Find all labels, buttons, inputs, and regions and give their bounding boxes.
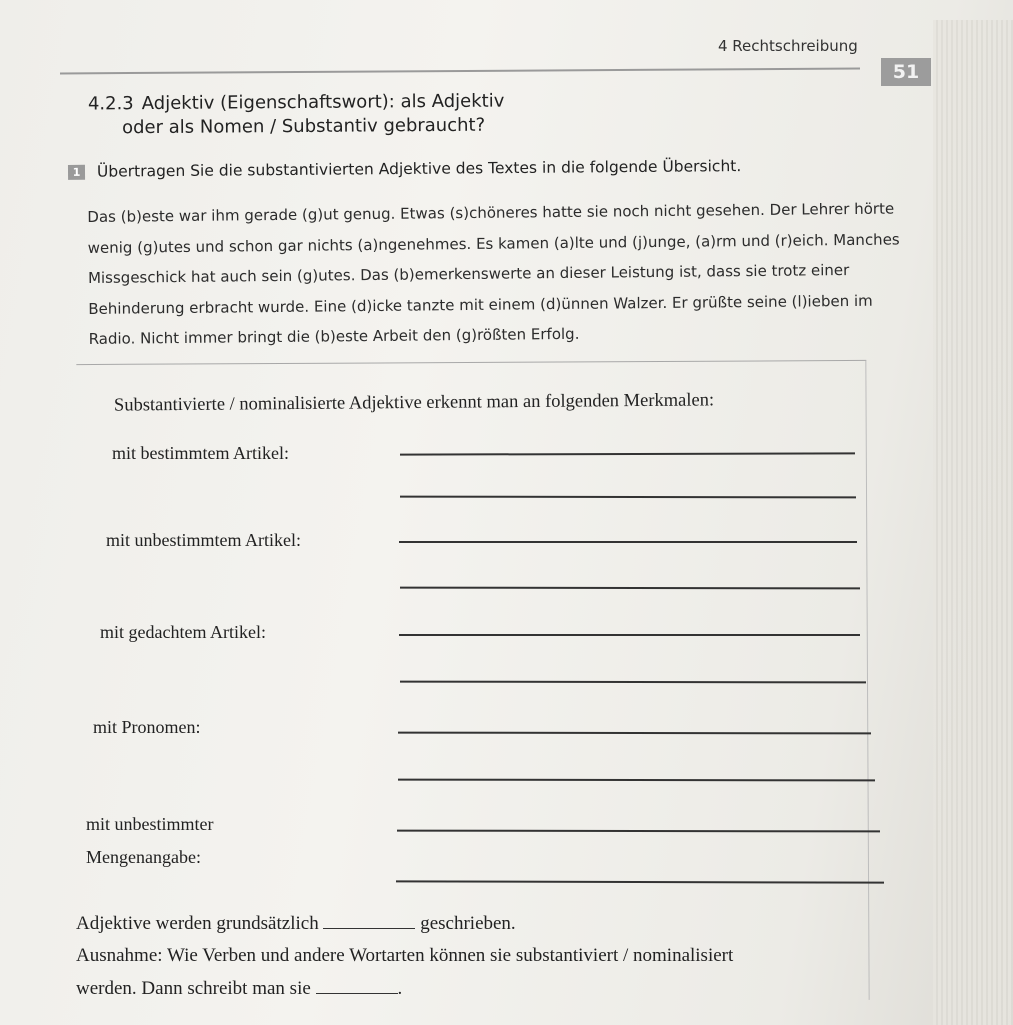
page-number: 51 <box>881 58 931 86</box>
answer-line[interactable] <box>399 541 857 543</box>
section-title-line2: oder als Nomen / Substantiv gebraucht? <box>122 114 486 139</box>
task-number-badge: 1 <box>68 165 85 180</box>
rule-text-before-blank: Adjektive werden grundsätzlich <box>76 913 319 934</box>
rule-sentence-1 <box>76 913 516 935</box>
label-pronomen: mit Pronomen: <box>93 717 201 737</box>
label-mengenangabe-line2: Mengenangabe: <box>86 847 201 867</box>
rule-text-before-blank: werden. Dann schreibt man sie <box>76 978 311 999</box>
label-gedachter-artikel: mit gedachtem Artikel: <box>100 622 266 642</box>
text-line: Das (b)este war ihm gerade (g)ut genug. Etwas (s)chöneres hatte sie noch nicht gesehen. Der Lehrer hörte <box>87 199 895 226</box>
rule-text-after-blank: . <box>397 978 403 999</box>
label-unbestimmter-artikel: mit unbestimmtem Artikel: <box>106 530 301 550</box>
section-title <box>88 90 505 141</box>
exercise-text <box>87 194 900 354</box>
rule-text-after-blank: geschrieben. <box>420 913 516 934</box>
text-line: Missgeschick hat auch sein (g)utes. Das (b)emerkenswerte an dieser Leistung ist, dass sie trotz einer <box>87 261 850 287</box>
label-bestimmter-artikel: mit bestimmtem Artikel: <box>112 443 289 463</box>
running-head: 4 Rechtschreibung <box>718 37 858 55</box>
rules-box-title: Substantivierte / nominalisierte Adjektive erkennt man an folgenden Merkmalen: <box>113 390 715 416</box>
rule-exception: Ausnahme: Wie Verben und andere Wortarten können sie substantiviert / nominalisiert <box>76 945 734 966</box>
rule-sentence-2 <box>76 978 402 1000</box>
fill-in-blank[interactable] <box>323 913 415 929</box>
text-line: Behinderung erbracht wurde. Eine (d)icke tanzte mit einem (d)ünnen Walzer. Er grüßte seine (l)ieben im <box>88 291 873 318</box>
text-line: Radio. Nicht immer bringt die (b)este Arbeit den (g)rößten Erfolg. <box>88 324 580 348</box>
answer-line[interactable] <box>399 634 860 636</box>
task-instruction-text: Übertragen Sie die substantivierten Adjektive des Textes in die folgende Übersicht. <box>96 157 742 181</box>
label-mengenangabe-line1: mit unbestimmter <box>86 814 214 834</box>
fill-in-blank[interactable] <box>316 978 398 994</box>
stacked-page-edges <box>933 20 1013 1025</box>
section-number: 4.2.3 <box>87 93 134 115</box>
text-line: wenig (g)utes und schon gar nichts (a)ngenehmes. Es kamen (a)lte und (j)unge, (a)rm und (r)eich. Manches <box>87 229 900 257</box>
section-title-line1: Adjektiv (Eigenschaftswort): als Adjektiv <box>141 90 505 115</box>
